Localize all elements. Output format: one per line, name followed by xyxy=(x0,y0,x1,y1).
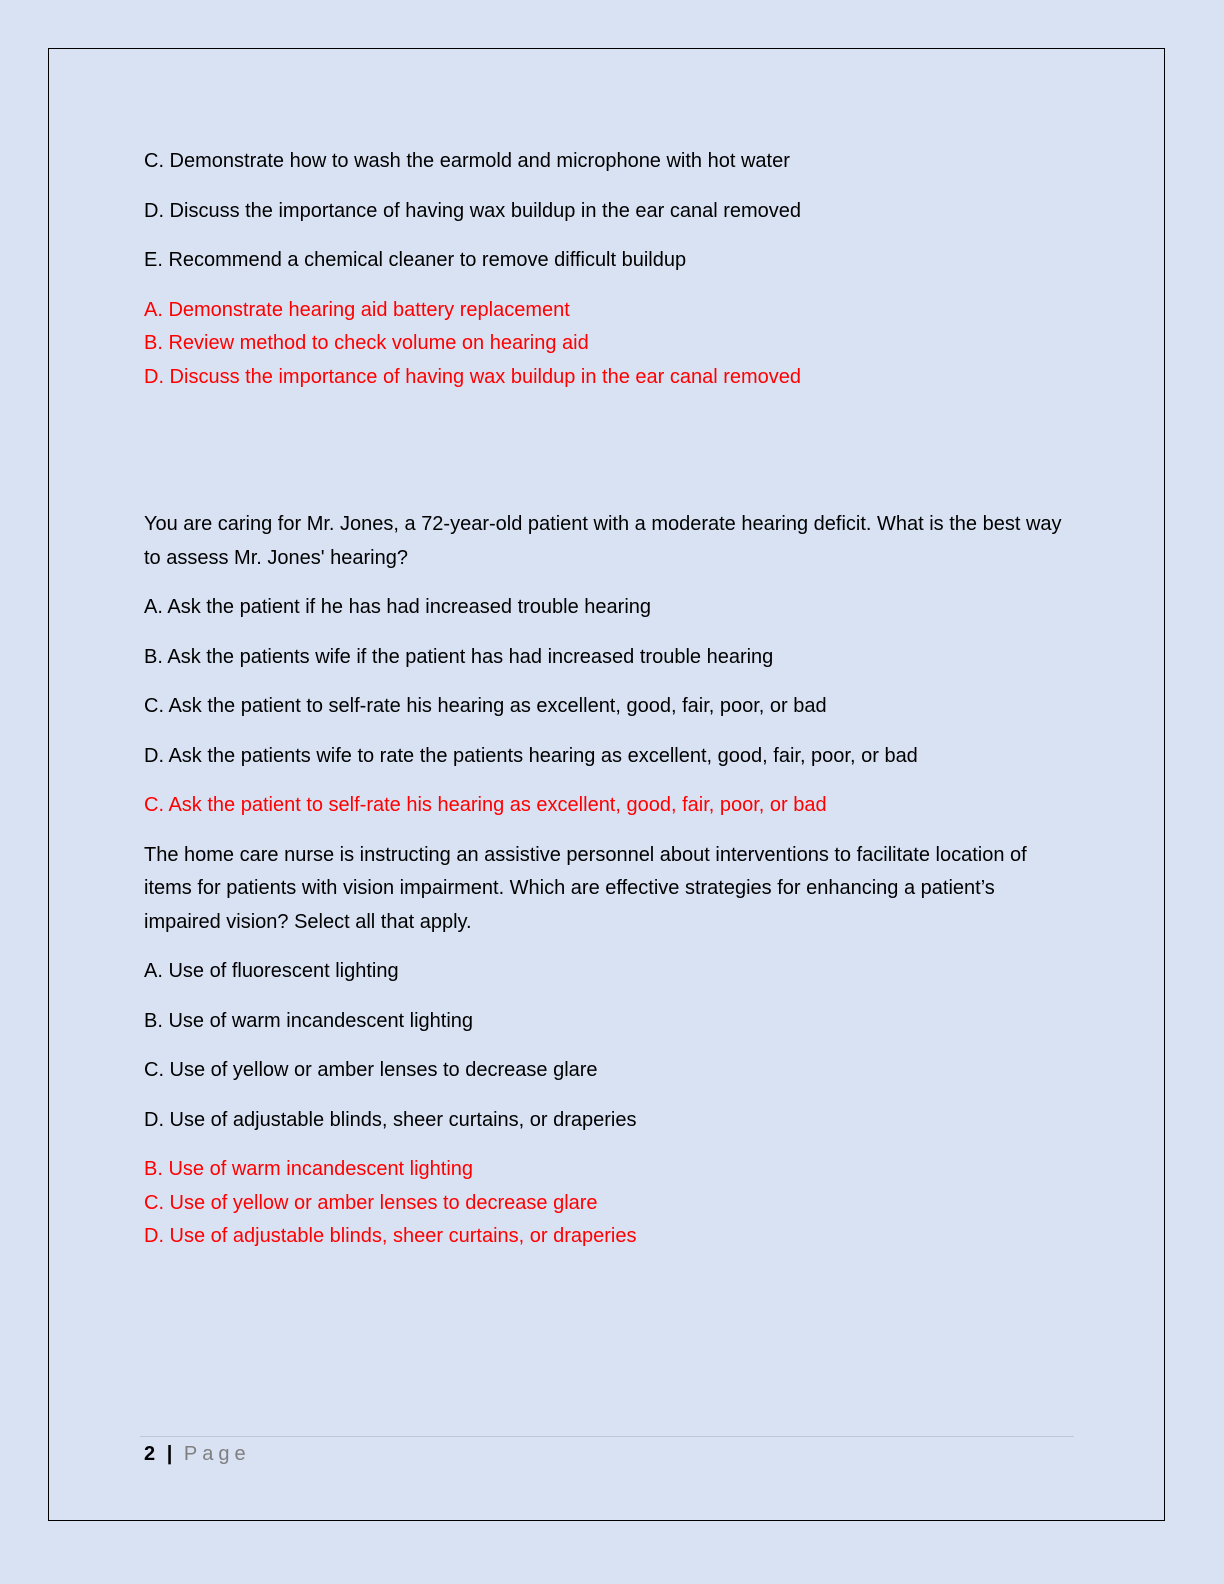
spacer xyxy=(144,394,1074,508)
answer-line: A. Demonstrate hearing aid battery replacement xyxy=(144,298,570,321)
answer-line: C. Use of yellow or amber lenses to decrease glare xyxy=(144,1191,598,1214)
question-text: You are caring for Mr. Jones, a 72-year-old patient with a moderate hearing deficit. What is the best way to assess Mr. Jones' hearing? xyxy=(144,513,1062,569)
footer-separator: | xyxy=(166,1443,173,1465)
page-number: 2 xyxy=(144,1443,156,1465)
option-line: C. Ask the patient to self-rate his hearing as excellent, good, fair, poor, or bad xyxy=(144,695,827,717)
option-line: B. Use of warm incandescent lighting xyxy=(144,1009,474,1032)
option-line: A. Use of fluorescent lighting xyxy=(144,960,399,982)
answer-line: D. Use of adjustable blinds, sheer curtains, or draperies xyxy=(144,1225,637,1247)
document-body xyxy=(144,145,1074,1254)
option-line: D. Ask the patients wife to rate the patients hearing as excellent, good, fair, poor, or bad xyxy=(144,744,918,767)
option-line: C. Use of yellow or amber lenses to decrease glare xyxy=(144,1059,598,1081)
page-footer xyxy=(144,1440,251,1468)
question-text: The home care nurse is instructing an assistive personnel about interventions to facilitate location of items for patients with vision impairment. Which are effective strategies for enhancing a patient’s impaired vision? Select all that apply. xyxy=(144,843,1027,933)
answer-line: C. Ask the patient to self-rate his hearing as excellent, good, fair, poor, or bad xyxy=(144,794,827,816)
answer-line: B. Use of warm incandescent lighting xyxy=(144,1158,474,1180)
option-line: A. Ask the patient if he has had increased trouble hearing xyxy=(144,596,652,618)
option-line: D. Use of adjustable blinds, sheer curtains, or draperies xyxy=(144,1108,637,1131)
answer-line: B. Review method to check volume on hearing aid xyxy=(144,332,589,354)
footer-divider xyxy=(140,1436,1074,1437)
option-line: B. Ask the patients wife if the patient has had increased trouble hearing xyxy=(144,645,774,668)
page-label: Page xyxy=(183,1443,251,1465)
option-line: D. Discuss the importance of having wax buildup in the ear canal removed xyxy=(144,199,802,222)
answer-line: D. Discuss the importance of having wax buildup in the ear canal removed xyxy=(144,365,802,388)
option-line: E. Recommend a chemical cleaner to remove difficult buildup xyxy=(144,249,687,271)
option-line: C. Demonstrate how to wash the earmold and microphone with hot water xyxy=(144,150,790,172)
